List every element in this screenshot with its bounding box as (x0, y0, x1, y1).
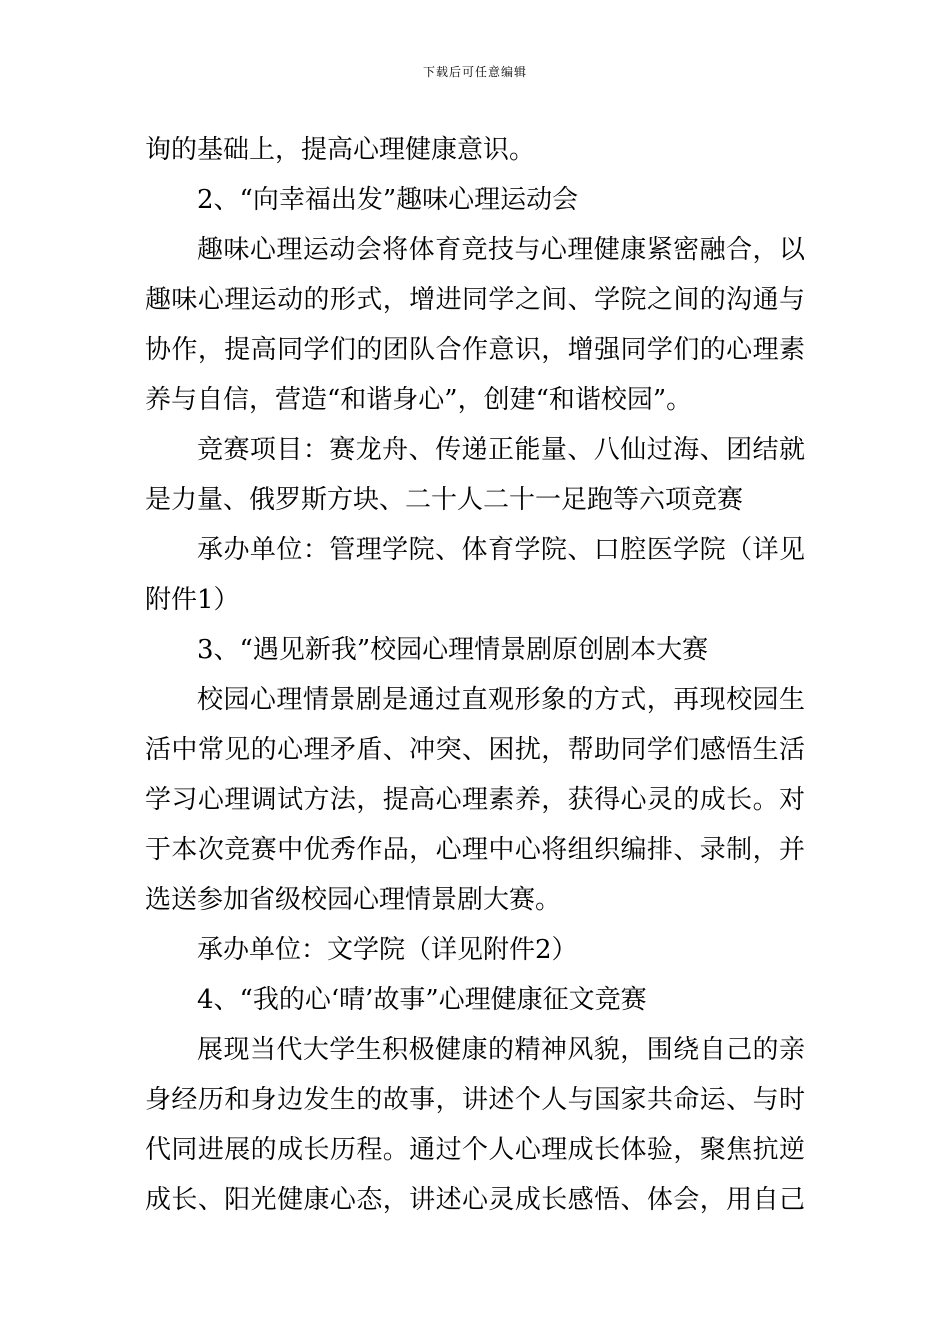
paragraph-line: 承办单位：文学院（详见附件2） (197, 935, 578, 965)
section-heading: 3、“遇见新我”校园心理情景剧原创剧本大赛 (197, 635, 709, 665)
page-header: 下载后可任意编辑 (422, 65, 527, 79)
paragraph-line: 展现当代大学生积极健康的精神风貌，围绕自己的亲 (197, 1035, 805, 1065)
paragraph-line: 身经历和身边发生的故事，讲述个人与国家共命运、与时 (145, 1085, 805, 1115)
paragraph-line: 是力量、俄罗斯方块、二十人二十一足跑等六项竞赛 (145, 485, 744, 515)
paragraph-line: 成长、阳光健康心态，讲述心灵成长感悟、体会，用自己 (145, 1185, 805, 1215)
paragraph-line: 趣味心理运动的形式，增进同学之间、学院之间的沟通与 (145, 285, 805, 315)
paragraph-line: 协作，提高同学们的团队合作意识，增强同学们的心理素 (145, 335, 805, 365)
paragraph-line: 于本次竞赛中优秀作品，心理中心将组织编排、录制，并 (145, 835, 805, 865)
paragraph-line: 附件1） (145, 585, 240, 615)
paragraph-line: 选送参加省级校园心理情景剧大赛。 (145, 885, 562, 915)
document-body (145, 125, 805, 1225)
paragraph-line: 学习心理调试方法，提高心理素养，获得心灵的成长。对 (145, 785, 805, 815)
paragraph-line: 竞赛项目：赛龙舟、传递正能量、八仙过海、团结就 (197, 435, 805, 465)
paragraph-line: 趣味心理运动会将体育竞技与心理健康紧密融合，以 (197, 235, 805, 265)
paragraph-line: 承办单位：管理学院、体育学院、口腔医学院（详见 (197, 535, 805, 565)
section-heading: 4、“我的心‘晴’故事”心理健康征文竞赛 (197, 985, 647, 1015)
paragraph-line: 活中常见的心理矛盾、冲突、困扰，帮助同学们感悟生活 (145, 735, 805, 765)
paragraph-line: 询的基础上，提高心理健康意识。 (145, 135, 536, 165)
paragraph-line: 代同进展的成长历程。通过个人心理成长体验，聚焦抗逆 (145, 1135, 805, 1165)
paragraph-line: 校园心理情景剧是通过直观形象的方式，再现校园生 (197, 685, 805, 715)
section-heading: 2、“向幸福出发”趣味心理运动会 (197, 185, 579, 215)
paragraph-line: 养与自信，营造“和谐身心”，创建“和谐校园”。 (145, 385, 693, 415)
